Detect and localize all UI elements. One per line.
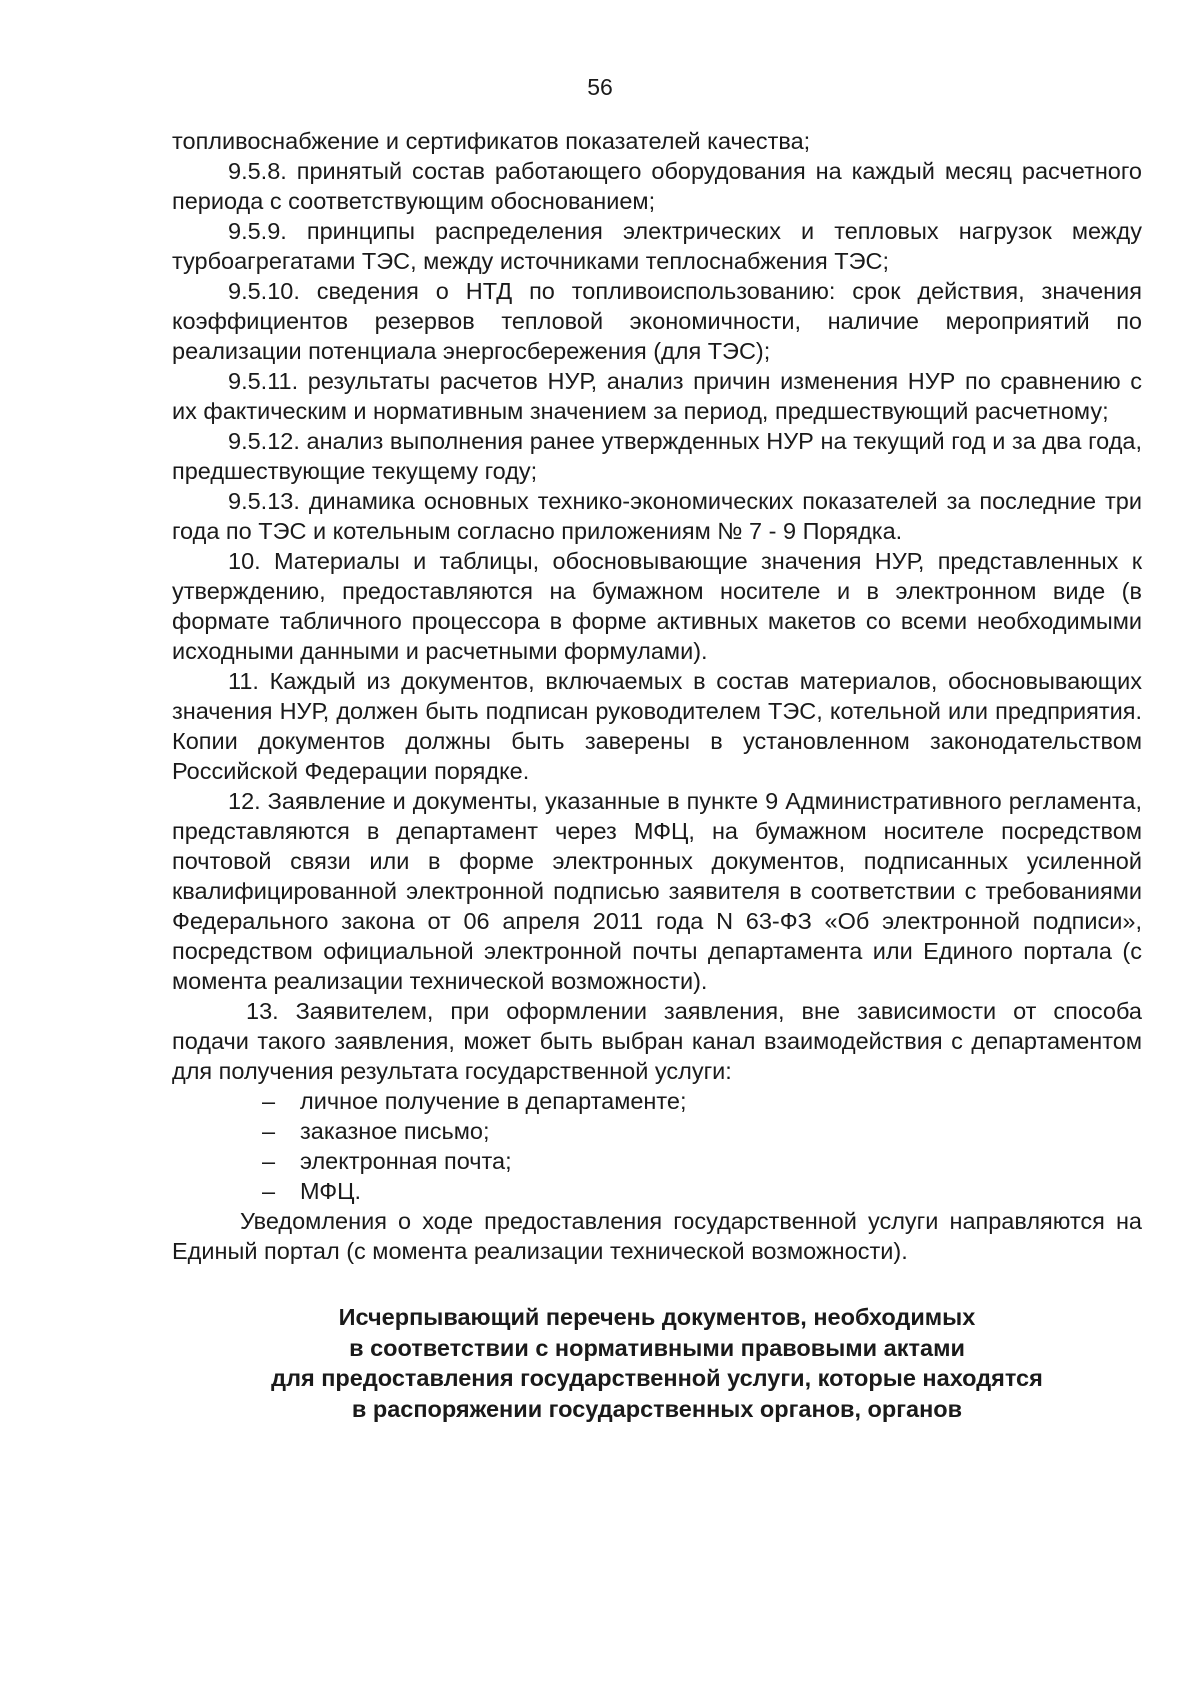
paragraph: 10. Материалы и таблицы, обосновывающие значения НУР, представленных к утверждению, предоставляются на бумажном носителе и в электронном виде (в формате табличного процессора в форме активных макетов со всеми необходимыми исходными данными и расчетными формулами). xyxy=(172,548,1142,664)
list-item xyxy=(262,1176,1142,1206)
list-item xyxy=(262,1146,1142,1176)
paragraph: 11. Каждый из документов, включаемых в состав материалов, обосновывающих значения НУР, должен быть подписан руководителем ТЭС, котельной или предприятия. Копии документов должны быть заверены в установленном законодательством Российской Федерации порядке. xyxy=(172,668,1142,784)
heading-line: Исчерпывающий перечень документов, необходимых xyxy=(338,1304,976,1330)
list-item xyxy=(262,1086,1142,1116)
paragraph: 9.5.13. динамика основных технико-экономических показателей за последние три года по ТЭС и котельным согласно приложениям № 7 - 9 Порядка. xyxy=(172,488,1142,544)
dash-bullet: – xyxy=(262,1088,276,1114)
channel-list xyxy=(172,1086,1142,1206)
heading-line: для предоставления государственной услуги, которые находятся xyxy=(271,1365,1043,1391)
dash-bullet: – xyxy=(262,1148,276,1174)
heading-line: в распоряжении государственных органов, органов xyxy=(351,1395,963,1422)
dash-bullet: – xyxy=(262,1178,276,1204)
paragraph: 9.5.8. принятый состав работающего оборудования на каждый месяц расчетного периода с соответствующим обоснованием; xyxy=(172,158,1142,214)
paragraph: 9.5.10. сведения о НТД по топливоиспользованию: срок действия, значения коэффициентов резервов тепловой экономичности, наличие мероприятий по реализации потенциала энергосбережения (для ТЭС); xyxy=(172,278,1142,364)
list-item-text: личное получение в департаменте; xyxy=(300,1088,687,1114)
notifications-paragraph: Уведомления о ходе предоставления государственной услуги направляются на Единый портал (с момента реализации технической возможности). xyxy=(172,1208,1142,1264)
paragraph: 9.5.12. анализ выполнения ранее утвержденных НУР на текущий год и за два года, предшествующие текущему году; xyxy=(172,428,1142,484)
paragraph: 9.5.9. принципы распределения электрических и тепловых нагрузок между турбоагрегатами ТЭС, между источниками теплоснабжения ТЭС; xyxy=(172,218,1142,274)
page-number: 56 xyxy=(587,74,613,100)
list-item-text: заказное письмо; xyxy=(300,1118,490,1144)
document-body xyxy=(172,126,1142,1424)
list-item xyxy=(262,1116,1142,1146)
paragraph-13: 13. Заявителем, при оформлении заявления, вне зависимости от способа подачи такого заявления, может быть выбран канал взаимодействия с департаментом для получения результата государственной услуги: xyxy=(172,998,1142,1084)
paragraph: топливоснабжение и сертификатов показателей качества; xyxy=(172,128,811,154)
paragraph: 12. Заявление и документы, указанные в пункте 9 Административного регламента, представляются в департамент через МФЦ, на бумажном носителе посредством почтовой связи или в форме электронных документов, подписанных усиленной квалифицированной электронной подписью заявителя в соответствии с требованиями Федерального закона от 06 апреля 2011 года N 63-ФЗ «Об электронной подписи», посредством официальной электронной почты департамента или Единого портала (с момента реализации технической возможности). xyxy=(172,788,1142,994)
paragraph: 9.5.11. результаты расчетов НУР, анализ причин изменения НУР по сравнению с их фактическим и нормативным значением за период, предшествующий расчетному; xyxy=(172,368,1142,424)
dash-bullet: – xyxy=(262,1118,276,1144)
list-item-text: электронная почта; xyxy=(300,1148,512,1174)
paragraph-list xyxy=(172,126,1142,996)
heading-line: в соответствии с нормативными правовыми актами xyxy=(349,1334,965,1361)
section-heading xyxy=(172,1302,1142,1424)
list-item-text: МФЦ. xyxy=(300,1178,362,1204)
